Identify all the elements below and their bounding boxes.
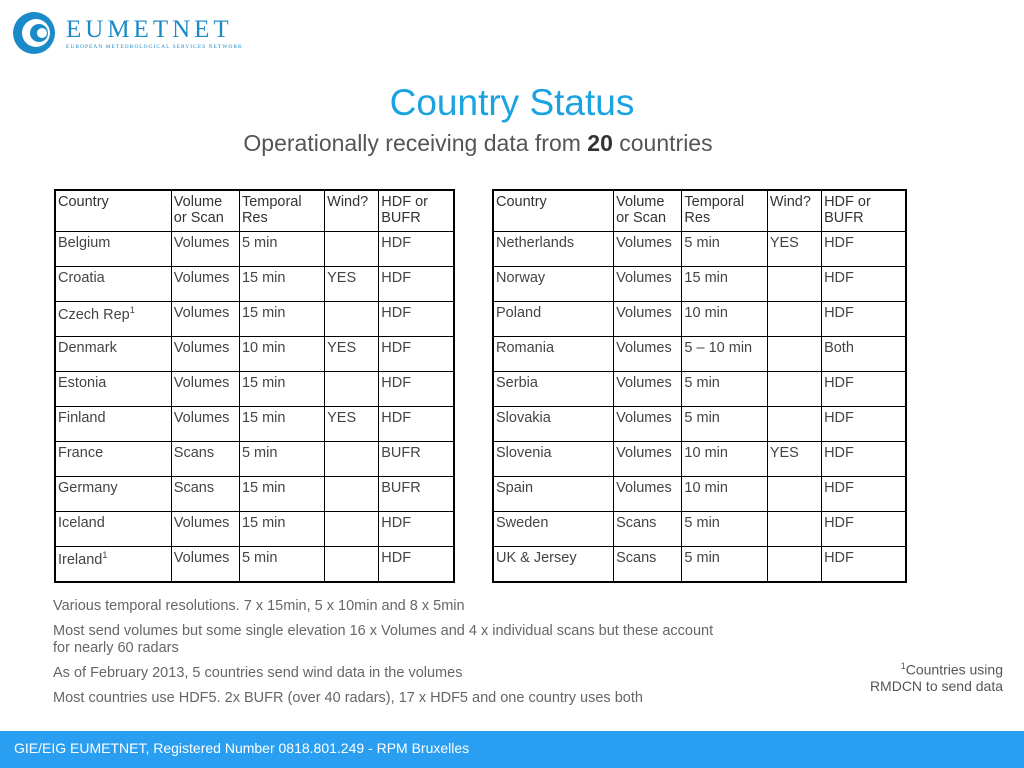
cell-temporal-res-text: 10 min: [684, 445, 728, 461]
cell-volume-or-scan-text: Scans: [173, 480, 215, 496]
table-row: [493, 302, 906, 337]
cell-wind-text: YES: [327, 270, 357, 286]
header-volume-or-scan: Volume or Scan: [614, 190, 682, 232]
cell-wind-text: YES: [327, 410, 357, 426]
cell-temporal-res: [682, 547, 767, 583]
page-title: Country Status: [389, 82, 635, 123]
cell-wind: [767, 477, 821, 512]
eumetnet-logo-icon: [12, 11, 56, 55]
cell-temporal-res-text: 15 min: [241, 270, 286, 286]
cell-volume-or-scan-text: Volumes: [616, 445, 672, 461]
cell-country: [55, 302, 171, 337]
cell-hdf-or-bufr: [379, 267, 454, 302]
cell-volume-or-scan: [614, 232, 682, 267]
cell-volume-or-scan-text: Volumes: [616, 305, 672, 321]
cell-temporal-res: [239, 372, 324, 407]
footnote: [863, 658, 1003, 694]
header-country: Country: [493, 190, 614, 232]
header-wind: Wind?: [325, 190, 379, 232]
cell-hdf-or-bufr: [379, 232, 454, 267]
cell-volume-or-scan-text: Volumes: [173, 410, 230, 426]
cell-hdf-or-bufr-text: HDF: [381, 550, 412, 566]
cell-volume-or-scan: [171, 302, 239, 337]
cell-temporal-res-text: 5 min: [241, 235, 278, 251]
cell-wind: [325, 407, 379, 442]
logo-subtitle: EUROPEAN METEOROLOGICAL SERVICES NETWORK: [66, 43, 244, 50]
cell-country: [493, 372, 614, 407]
cell-country-text: Romania: [496, 340, 555, 356]
cell-hdf-or-bufr-text: Both: [824, 340, 854, 356]
cell-country: [55, 512, 171, 547]
header-volume-or-scan: Volume or Scan: [171, 190, 239, 232]
header-temporal-res: Temporal Res: [239, 190, 324, 232]
cell-country: [493, 337, 614, 372]
cell-temporal-res: [239, 267, 324, 302]
cell-country-text: Germany: [58, 480, 118, 496]
cell-country-text: Ireland: [58, 551, 103, 568]
cell-country-text: Slovakia: [496, 410, 551, 426]
table-row: [493, 407, 906, 442]
cell-wind: [325, 337, 379, 372]
header-hdf-or-bufr: HDF or BUFR: [822, 190, 906, 232]
cell-volume-or-scan: [171, 407, 239, 442]
table-row: [55, 547, 454, 583]
cell-temporal-res-text: 15 min: [241, 410, 286, 426]
footer-bar: [0, 731, 1024, 768]
cell-hdf-or-bufr-text: HDF: [824, 515, 854, 531]
cell-temporal-res-text: 5 min: [684, 515, 720, 531]
cell-country: [55, 372, 171, 407]
cell-wind: [767, 547, 821, 583]
table-row: [493, 232, 906, 267]
cell-hdf-or-bufr: [379, 547, 454, 583]
table-row: [55, 442, 454, 477]
cell-hdf-or-bufr: [822, 407, 906, 442]
cell-volume-or-scan: [171, 512, 239, 547]
subtitle-suffix: countries: [619, 130, 713, 156]
cell-wind: [325, 302, 379, 337]
cell-hdf-or-bufr-text: BUFR: [381, 445, 421, 461]
table-row: [55, 512, 454, 547]
cell-temporal-res: [682, 407, 767, 442]
cell-country-text: Netherlands: [496, 235, 575, 251]
country-table-right: [492, 189, 907, 583]
cell-hdf-or-bufr: [379, 372, 454, 407]
cell-hdf-or-bufr-text: HDF: [381, 375, 412, 391]
notes-list: [53, 598, 733, 715]
cell-hdf-or-bufr-text: HDF: [381, 235, 412, 251]
note-item: As of February 2013, 5 countries send wind data in the volumes: [53, 665, 463, 681]
cell-hdf-or-bufr-text: HDF: [824, 305, 854, 321]
table-header-row: [55, 190, 454, 232]
cell-wind: [767, 232, 821, 267]
table-row: [55, 337, 454, 372]
cell-hdf-or-bufr-text: HDF: [824, 550, 854, 566]
footnote-marker: 1: [102, 550, 108, 560]
cell-country: [493, 232, 614, 267]
cell-temporal-res: [682, 267, 767, 302]
cell-temporal-res: [239, 232, 324, 267]
note-item: Most send volumes but some single elevation 16 x Volumes and 4 x individual scans but these account for nearly 60 radars: [53, 623, 714, 656]
cell-volume-or-scan-text: Volumes: [173, 550, 230, 566]
cell-country: [55, 232, 171, 267]
cell-country-text: UK & Jersey: [496, 550, 577, 566]
cell-volume-or-scan: [171, 547, 239, 583]
cell-country-text: Denmark: [58, 340, 117, 356]
cell-volume-or-scan-text: Scans: [616, 550, 657, 566]
cell-wind: [325, 442, 379, 477]
cell-hdf-or-bufr-text: HDF: [824, 480, 854, 496]
cell-temporal-res-text: 10 min: [684, 305, 728, 321]
cell-wind-text: YES: [769, 445, 799, 461]
cell-volume-or-scan: [171, 477, 239, 512]
cell-volume-or-scan-text: Volumes: [616, 235, 672, 251]
cell-temporal-res: [682, 302, 767, 337]
cell-volume-or-scan-text: Volumes: [616, 410, 672, 426]
footnote-text: Countries using RMDCN to send data: [869, 661, 1003, 694]
table-row: [55, 302, 454, 337]
note-item: Most countries use HDF5. 2x BUFR (over 40 radars), 17 x HDF5 and one country uses both: [53, 690, 643, 706]
cell-hdf-or-bufr: [822, 267, 906, 302]
cell-volume-or-scan: [614, 512, 682, 547]
cell-temporal-res: [239, 512, 324, 547]
cell-hdf-or-bufr: [379, 477, 454, 512]
cell-wind: [325, 232, 379, 267]
cell-temporal-res: [682, 372, 767, 407]
cell-hdf-or-bufr-text: HDF: [381, 515, 412, 531]
cell-volume-or-scan-text: Volumes: [173, 340, 230, 356]
page-subtitle: [0, 130, 956, 157]
cell-temporal-res-text: 15 min: [241, 480, 286, 496]
cell-temporal-res: [239, 547, 324, 583]
cell-country-text: Estonia: [58, 375, 107, 391]
logo-name: EUMETNET: [66, 15, 233, 43]
eumetnet-logo: [12, 10, 243, 56]
cell-country-text: Serbia: [496, 375, 538, 391]
cell-country: [493, 302, 614, 337]
cell-hdf-or-bufr: [379, 337, 454, 372]
cell-volume-or-scan-text: Volumes: [173, 270, 230, 286]
cell-volume-or-scan: [614, 407, 682, 442]
header-wind: Wind?: [767, 190, 821, 232]
cell-volume-or-scan-text: Volumes: [616, 480, 672, 496]
cell-temporal-res-text: 5 min: [241, 445, 278, 461]
cell-hdf-or-bufr-text: HDF: [824, 410, 854, 426]
table-row: [493, 442, 906, 477]
cell-volume-or-scan-text: Volumes: [616, 375, 672, 391]
cell-hdf-or-bufr: [379, 302, 454, 337]
cell-country: [493, 547, 614, 583]
cell-temporal-res-text: 5 min: [684, 550, 720, 566]
cell-hdf-or-bufr-text: HDF: [381, 305, 412, 321]
cell-country: [55, 547, 171, 583]
cell-temporal-res-text: 5 min: [241, 550, 278, 566]
cell-country: [493, 477, 614, 512]
cell-volume-or-scan: [171, 267, 239, 302]
cell-temporal-res: [239, 407, 324, 442]
cell-country: [493, 442, 614, 477]
cell-temporal-res-text: 5 min: [684, 375, 720, 391]
cell-wind: [325, 547, 379, 583]
cell-hdf-or-bufr-text: HDF: [824, 270, 854, 286]
table-row: [493, 477, 906, 512]
table-row: [493, 372, 906, 407]
cell-temporal-res-text: 5 min: [684, 235, 720, 251]
table-header-row: [493, 190, 906, 232]
cell-temporal-res: [239, 442, 324, 477]
cell-temporal-res: [682, 337, 767, 372]
subtitle-prefix: Operationally receiving data from: [243, 130, 581, 156]
table-row: [493, 512, 906, 547]
cell-volume-or-scan: [171, 372, 239, 407]
cell-hdf-or-bufr: [379, 407, 454, 442]
cell-country: [493, 512, 614, 547]
cell-temporal-res-text: 5 min: [684, 410, 720, 426]
cell-hdf-or-bufr-text: HDF: [381, 410, 412, 426]
cell-wind: [767, 372, 821, 407]
table-row: [493, 547, 906, 583]
cell-volume-or-scan: [614, 477, 682, 512]
cell-temporal-res: [239, 337, 324, 372]
cell-temporal-res-text: 10 min: [684, 480, 728, 496]
cell-volume-or-scan-text: Volumes: [616, 270, 672, 286]
cell-hdf-or-bufr: [822, 337, 906, 372]
cell-hdf-or-bufr-text: HDF: [381, 270, 412, 286]
cell-temporal-res: [239, 302, 324, 337]
cell-country-text: Sweden: [496, 515, 549, 531]
subtitle-count: 20: [587, 130, 613, 156]
table-row: [55, 267, 454, 302]
cell-temporal-res: [682, 477, 767, 512]
cell-hdf-or-bufr: [822, 512, 906, 547]
cell-hdf-or-bufr: [822, 547, 906, 583]
note-item: Various temporal resolutions. 7 x 15min, 5 x 10min and 8 x 5min: [53, 598, 465, 614]
cell-country-text: Poland: [496, 305, 542, 321]
cell-wind: [767, 302, 821, 337]
header-country: Country: [55, 190, 171, 232]
cell-temporal-res-text: 15 min: [684, 270, 728, 286]
cell-hdf-or-bufr: [379, 512, 454, 547]
cell-country: [55, 477, 171, 512]
cell-volume-or-scan: [171, 232, 239, 267]
cell-country: [55, 407, 171, 442]
cell-volume-or-scan: [614, 547, 682, 583]
cell-country-text: Croatia: [58, 270, 105, 286]
cell-volume-or-scan-text: Volumes: [173, 515, 230, 531]
cell-country: [493, 267, 614, 302]
cell-country-text: Belgium: [58, 235, 111, 251]
cell-country-text: Norway: [496, 270, 546, 286]
cell-wind: [325, 372, 379, 407]
cell-volume-or-scan-text: Scans: [616, 515, 657, 531]
cell-country: [493, 407, 614, 442]
cell-wind: [325, 267, 379, 302]
cell-volume-or-scan: [614, 442, 682, 477]
table-row: [55, 232, 454, 267]
cell-hdf-or-bufr-text: BUFR: [381, 480, 421, 496]
cell-wind: [767, 337, 821, 372]
cell-hdf-or-bufr: [379, 442, 454, 477]
country-table-left: [54, 189, 455, 583]
table-row: [55, 372, 454, 407]
cell-country: [55, 442, 171, 477]
cell-wind: [767, 442, 821, 477]
cell-hdf-or-bufr: [822, 442, 906, 477]
cell-country-text: Spain: [496, 480, 534, 496]
cell-temporal-res: [682, 442, 767, 477]
cell-volume-or-scan: [614, 337, 682, 372]
cell-volume-or-scan-text: Volumes: [616, 340, 672, 356]
footer-text: GIE/EIG EUMETNET, Registered Number 0818.801.249 - RPM Bruxelles: [14, 740, 470, 756]
table-row: [493, 337, 906, 372]
cell-wind: [767, 407, 821, 442]
cell-temporal-res: [239, 477, 324, 512]
cell-temporal-res-text: 15 min: [241, 375, 286, 391]
cell-temporal-res-text: 5 – 10 min: [684, 340, 753, 356]
cell-hdf-or-bufr-text: HDF: [824, 235, 854, 251]
cell-volume-or-scan-text: Volumes: [173, 235, 230, 251]
cell-country-text: Iceland: [58, 515, 105, 531]
header-temporal-res: Temporal Res: [682, 190, 767, 232]
cell-temporal-res-text: 10 min: [241, 340, 286, 356]
cell-country: [55, 267, 171, 302]
cell-hdf-or-bufr-text: HDF: [824, 375, 854, 391]
cell-hdf-or-bufr: [822, 477, 906, 512]
cell-hdf-or-bufr: [822, 232, 906, 267]
footnote-marker: 1: [129, 305, 135, 315]
cell-wind: [767, 512, 821, 547]
cell-hdf-or-bufr-text: HDF: [381, 340, 412, 356]
table-row: [493, 267, 906, 302]
cell-country: [55, 337, 171, 372]
cell-volume-or-scan-text: Scans: [173, 445, 215, 461]
cell-volume-or-scan: [614, 267, 682, 302]
cell-wind: [325, 477, 379, 512]
cell-temporal-res-text: 15 min: [241, 305, 286, 321]
cell-volume-or-scan-text: Volumes: [173, 305, 230, 321]
cell-wind: [325, 512, 379, 547]
cell-temporal-res: [682, 512, 767, 547]
cell-wind-text: YES: [769, 235, 799, 251]
cell-hdf-or-bufr: [822, 302, 906, 337]
table-row: [55, 407, 454, 442]
cell-country-text: Finland: [58, 410, 106, 426]
cell-wind: [767, 267, 821, 302]
cell-volume-or-scan: [171, 337, 239, 372]
cell-wind-text: YES: [327, 340, 357, 356]
cell-temporal-res: [682, 232, 767, 267]
table-row: [55, 477, 454, 512]
cell-temporal-res-text: 15 min: [241, 515, 286, 531]
cell-hdf-or-bufr-text: HDF: [824, 445, 854, 461]
cell-volume-or-scan: [614, 302, 682, 337]
cell-country-text: France: [58, 445, 104, 461]
cell-country-text: Czech Rep: [58, 306, 130, 323]
cell-volume-or-scan: [171, 442, 239, 477]
cell-hdf-or-bufr: [822, 372, 906, 407]
header-hdf-or-bufr: HDF or BUFR: [379, 190, 454, 232]
cell-volume-or-scan-text: Volumes: [173, 375, 230, 391]
cell-volume-or-scan: [614, 372, 682, 407]
footnote-marker: 1: [900, 661, 906, 671]
cell-country-text: Slovenia: [496, 445, 552, 461]
